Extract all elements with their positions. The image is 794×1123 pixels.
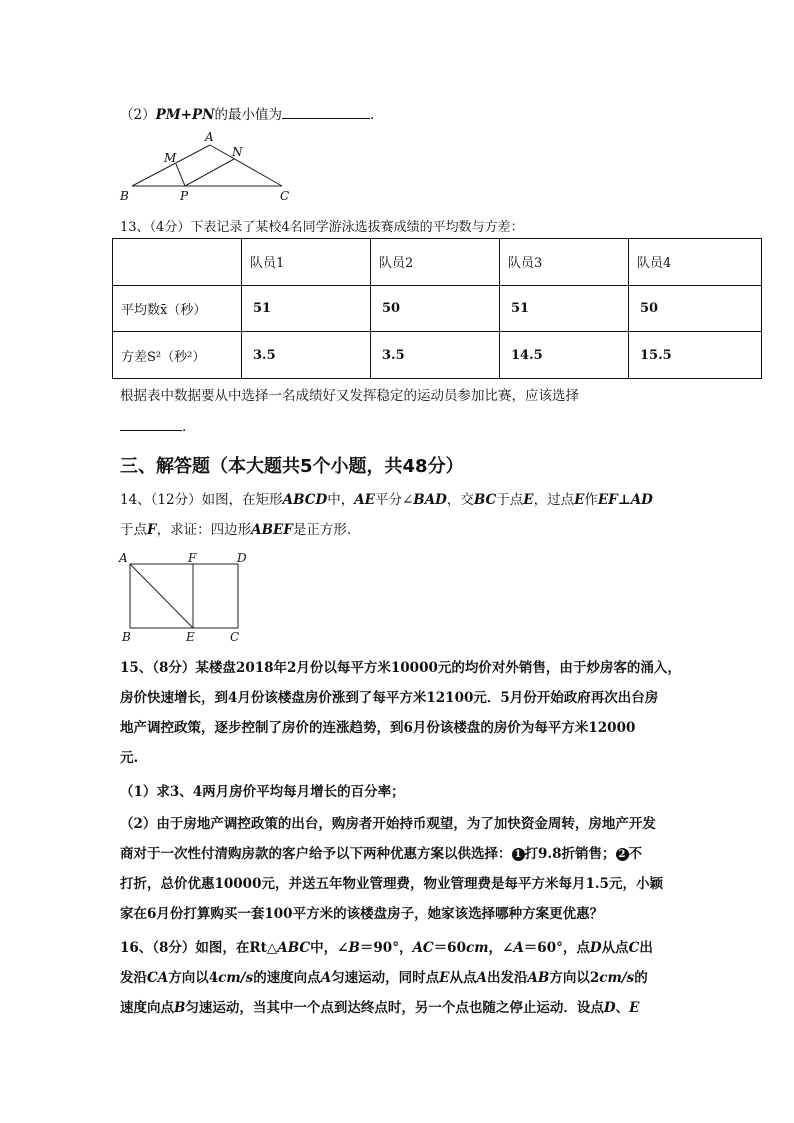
table-cell: 14.5 [500, 332, 629, 379]
q13-after: 根据表中数据要从中选择一名成绩好又发挥稳定的运动员参加比赛，应该选择 [120, 388, 579, 404]
q13-answer-line [120, 416, 186, 437]
table-header-cell: 队员4 [629, 239, 762, 286]
q14-math: BAD [413, 492, 447, 508]
label-n: N [232, 145, 243, 159]
q15-text: 打9.8折销售； [524, 846, 616, 862]
q16-text: 16、（8分）如图，在Rt△ [120, 940, 278, 956]
label-p: P [180, 189, 189, 203]
label-m: M [164, 151, 177, 165]
table-cell: 3.5 [371, 332, 500, 379]
q16-math: D [603, 1000, 616, 1016]
q14-math: F [147, 522, 157, 538]
q14-text: 于点 [496, 492, 524, 508]
q15-part2-line1: （2）由于房地产调控政策的出台，购房者开始持币观望，为了加快资金周转，房地产开发 [120, 816, 656, 832]
row-label-variance: 方差S²（秒²） [113, 332, 242, 379]
table-cell: 50 [629, 285, 762, 332]
table-cell: 51 [500, 285, 629, 332]
q15-text: 不 [628, 846, 642, 862]
q16-math: E [629, 1000, 640, 1016]
q14-line2 [120, 520, 351, 540]
q16-text: 的速度向点 [253, 970, 321, 986]
table-header-cell: 队员2 [371, 239, 500, 286]
q16-math: AC [412, 940, 434, 956]
table-row [113, 285, 762, 332]
q14-text: ，过点 [533, 492, 575, 508]
q14-text: ，交 [446, 492, 474, 508]
q16-math: AB [527, 970, 550, 986]
q16-text: 方向以4 [168, 970, 219, 986]
q14-text: 于点 [120, 522, 147, 538]
q16-text: ＝90°， [359, 940, 413, 956]
table-header-cell [113, 239, 242, 286]
q14-text: 是正方形. [292, 522, 352, 538]
section-heading: 三、解答题（本大题共5个小题，共48分） [120, 456, 464, 477]
q12-prefix: （2） [120, 107, 156, 123]
q16-line3 [120, 998, 639, 1018]
q16-math: cm/s [218, 970, 254, 986]
q15-line3: 地产调控政策，逐步控制了房价的连涨趋势，到6月份该楼盘的房价为每平方米12000 [120, 720, 636, 736]
q14-number: 14、（12分） [120, 492, 202, 508]
table-cell: 51 [242, 285, 371, 332]
q16-text: 的 [634, 970, 648, 986]
label-f: F [188, 551, 197, 565]
q12-expression: PM+PN [155, 107, 215, 123]
q14-math: BC [473, 492, 497, 508]
q16-text: ＝60 [433, 940, 466, 956]
q13-number: 13、（4分） [120, 220, 191, 235]
q16-line2 [120, 968, 648, 988]
label-b: B [122, 630, 131, 644]
q15-part2-line4: 家在6月份打算购买一套100平方米的该楼盘房子，她家该选择哪种方案更优惠？ [120, 906, 604, 922]
q14-math: E [574, 492, 585, 508]
q16-math: A [513, 940, 524, 956]
q16-text: ，∠ [488, 940, 514, 956]
q16-line1 [120, 938, 653, 958]
q12-part2 [120, 104, 374, 125]
segment-pn [185, 159, 234, 186]
q15-line4: 元. [120, 750, 139, 766]
label-c: C [230, 630, 240, 644]
q14-text: 中， [327, 492, 355, 508]
q13-prompt [120, 218, 524, 238]
q16-text: 出发沿 [486, 970, 528, 986]
rectangle-figure [112, 548, 262, 644]
q16-text: 匀速运动，同时点 [331, 970, 440, 986]
q16-math: C [628, 940, 640, 956]
label-c: C [280, 189, 290, 203]
q12-text: 的最小值为 [214, 107, 282, 123]
q16-math: D [589, 940, 602, 956]
q14-math: E [523, 492, 534, 508]
q14-text: 作 [584, 492, 598, 508]
label-a: A [205, 130, 214, 144]
q13-end: . [182, 419, 187, 435]
q16-math: B [174, 1000, 186, 1016]
q15-line2: 房价快速增长，到4月份该楼盘房价涨到了每平方米12100元．5月份开始政府再次出台房 [120, 690, 659, 706]
segment-pm [176, 164, 185, 186]
q14-math: AE [354, 492, 375, 508]
q14-math: ABEF [251, 522, 293, 538]
q16-math: A [476, 970, 487, 986]
q16-math: A [320, 970, 332, 986]
table-cell: 50 [371, 285, 500, 332]
q13-text: 下表记录了某校4名同学游泳选拔赛成绩的平均数与方差： [190, 220, 524, 235]
q15-part2-line3: 打折，总价优惠10000元，并送五年物业管理费，物业管理费是每平方米每月1.5元，小颖 [120, 876, 663, 892]
q14-text: 平分∠ [374, 492, 414, 508]
triangle-figure [110, 128, 300, 204]
q16-text: 速度向点 [120, 1000, 174, 1016]
q16-text: 发沿 [120, 970, 147, 986]
q16-math: B [348, 940, 360, 956]
q14-math: EF⊥AD [597, 492, 653, 508]
q14-line1 [120, 490, 653, 510]
table-header-row [113, 239, 762, 286]
q14-text: ，求证：四边形 [156, 522, 252, 538]
q16-text: 中，∠ [310, 940, 349, 956]
q16-text: ＝60°，点 [523, 940, 590, 956]
q15-text: 商对于一次性付清购房款的客户给予以下两种优惠方案以供选择： [120, 846, 512, 862]
q16-text: 、 [615, 1000, 630, 1016]
table-cell: 15.5 [629, 332, 762, 379]
label-e: E [186, 630, 195, 644]
table-header-cell: 队员3 [500, 239, 629, 286]
q16-text: 从点 [601, 940, 629, 956]
table-cell: 3.5 [242, 332, 371, 379]
q16-math: ABC [277, 940, 311, 956]
q15-line1: 15、（8分）某楼盘2018年2月份以每平方米10000元的均价对外销售，由于炒房客的涌入， [120, 660, 681, 676]
q12-answer-blank[interactable] [282, 104, 370, 119]
q15-part2-line2 [120, 844, 642, 864]
scores-table [112, 238, 762, 379]
q14-math: ABCD [282, 492, 328, 508]
q16-text: 从点 [449, 970, 477, 986]
q16-math: CA [147, 970, 169, 986]
q12-end: . [370, 107, 375, 123]
q16-text: 出 [639, 940, 653, 956]
q16-math: E [439, 970, 450, 986]
label-a: A [119, 551, 128, 565]
circled-number-1: 1 [512, 848, 525, 861]
table-row [113, 332, 762, 379]
label-d: D [237, 551, 247, 565]
q13-answer-blank[interactable] [120, 416, 182, 431]
q14-text: 如图，在矩形 [201, 492, 283, 508]
label-b: B [120, 189, 129, 203]
side-ac [210, 145, 282, 186]
q16-text: 匀速运动，当其中一个点到达终点时，另一个点也随之停止运动．设点 [185, 1000, 604, 1016]
segment-ae [130, 564, 193, 628]
row-label-mean: 平均数x̄（秒） [113, 285, 242, 332]
q16-math: cm [465, 940, 489, 956]
q15-part1: （1）求3、4两月房价平均每月增长的百分率； [120, 784, 405, 800]
q16-text: 方向以2 [549, 970, 600, 986]
table-header-cell: 队员1 [242, 239, 371, 286]
circled-number-2: 2 [616, 848, 629, 861]
q16-math: cm/s [599, 970, 635, 986]
